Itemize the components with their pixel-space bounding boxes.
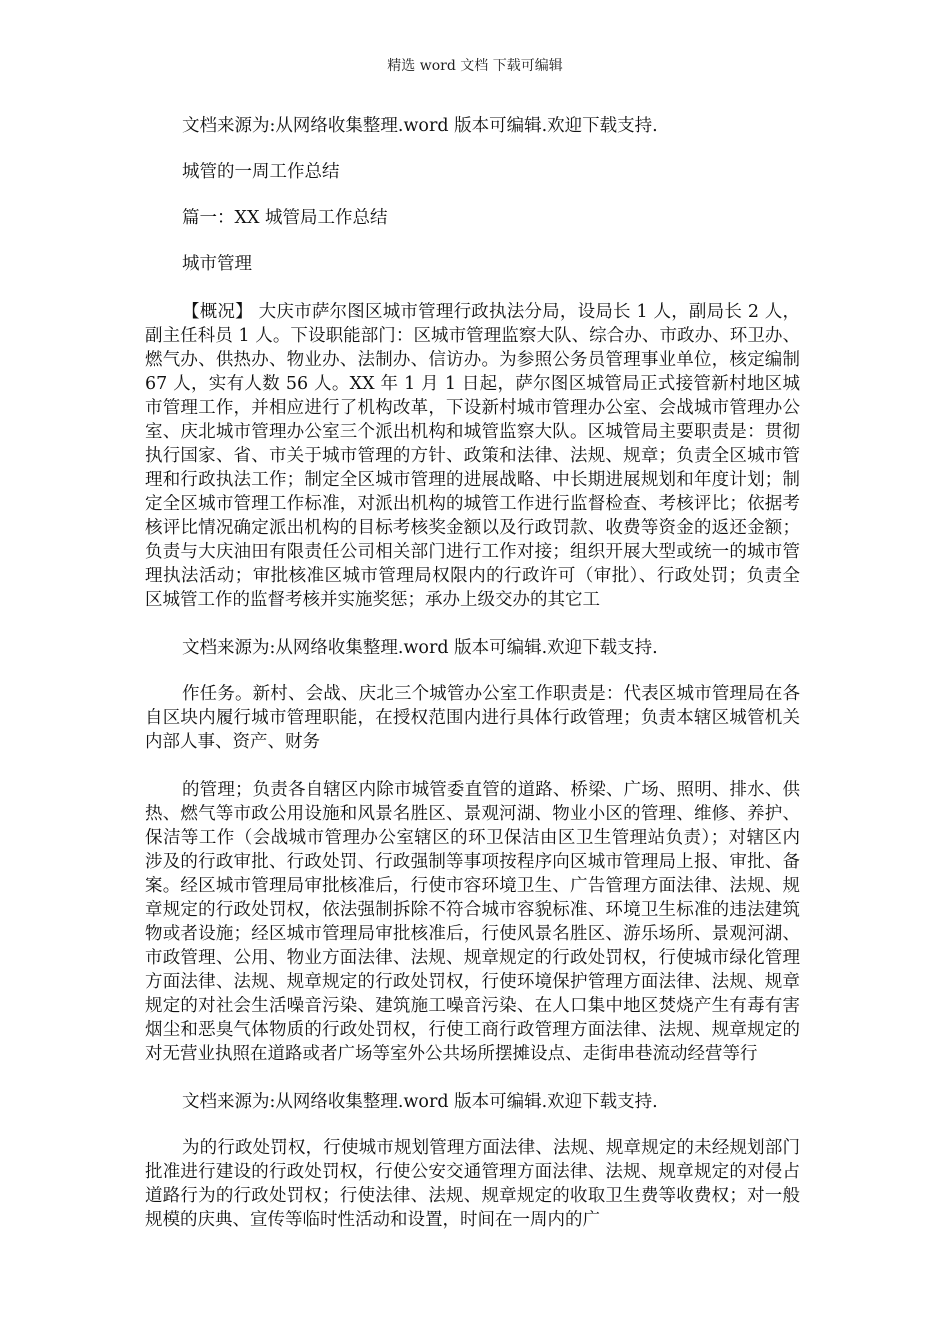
source-note: 文档来源为:从网络收集整理.word 版本可编辑.欢迎下载支持.: [182, 1092, 658, 1112]
overview-paragraph: 【概况】 大庆市萨尔图区城市管理行政执法分局，设局长 1 人，副局长 2 人，副主任科员 1 人。下设职能部门：区城市管理监察大队、综合办、市政办、环卫办、燃气办、供热办、物业办、法制办、信访办。为参照公务员管理事业单位，核定编制 67 人，实有人数 56 人。XX 年 1 月 1 日起，萨尔图区城管局正式接管新村地区城市管理工作，并相应进行了机构改革，下设新村城市管理办公室、会战城市管理办公室、庆北城市管理办公室三个派出机构和城管监察大队。区城管局主要职责是：贯彻执行国家、省、市关于城市管理的方针、政策和法律、法规、规章；负责全区城市管理和行政执法工作；制定全区城市管理的进展战略、中长期进展规划和年度计划；制定全区城市管理工作标准，对派出机构的城管工作进行监督检查、考核评比；依据考核评比情况确定派出机构的目标考核奖金额以及行政罚款、收费等资金的返还金额；负责与大庆油田有限责任公司相关部门进行工作对接；组织开展大型或统一的城市管理执法活动；审批核准区城市管理局权限内的行政许可（审批）、行政处罚；负责全区城管工作的监督考核并实施奖惩；承办上级交办的其它工: [145, 302, 800, 610]
body-paragraph: 的管理；负责各自辖区内除市城管委直管的道路、桥梁、广场、照明、排水、供热、燃气等市政公用设施和风景名胜区、景观河湖、物业小区的管理、维修、养护、保洁等工作（会战城市管理办公室辖区的环卫保洁由区卫生管理站负责）；对辖区内涉及的行政审批、行政处罚、行政强制等事项按程序向区城市管理局上报、审批、备案。经区城市管理局审批核准后，行使市容环境卫生、广告管理方面法律、法规、规章规定的行政处罚权，依法强制拆除不符合城市容貌标准、环境卫生标准的违法建筑物或者设施；经区城市管理局审批核准后，行使风景名胜区、游乐场所、景观河湖、市政管理、公用、物业方面法律、法规、规章规定的行政处罚权，行使城市绿化管理方面法律、法规、规章规定的行政处罚权，行使环境保护管理方面法律、法规、规章规定的对社会生活噪音污染、建筑施工噪音污染、在人口集中地区焚烧产生有毒有害烟尘和恶臭气体物质的行政处罚权，行使工商行政管理方面法律、法规、规章规定的对无营业执照在道路或者广场等室外公共场所摆摊设点、走街串巷流动经营等行: [145, 780, 800, 1064]
source-note: 文档来源为:从网络收集整理.word 版本可编辑.欢迎下载支持.: [182, 116, 658, 136]
body-paragraph: 作任务。新村、会战、庆北三个城管办公室工作职责是：代表区城市管理局在各自区块内履行城市管理职能，在授权范围内进行具体行政管理；负责本辖区城管机关内部人事、资产、财务: [145, 684, 800, 752]
document-body: [145, 114, 800, 1232]
section-heading: 篇一：XX 城管局工作总结: [182, 208, 388, 228]
page-header: 精选 word 文档 下载可编辑: [387, 58, 563, 74]
source-note: 文档来源为:从网络收集整理.word 版本可编辑.欢迎下载支持.: [182, 638, 658, 658]
subsection-heading: 城市管理: [182, 254, 252, 274]
document-title: 城管的一周工作总结: [182, 162, 340, 182]
body-paragraph: 为的行政处罚权，行使城市规划管理方面法律、法规、规章规定的未经规划部门批准进行建设的行政处罚权，行使公安交通管理方面法律、法规、规章规定的对侵占道路行为的行政处罚权；行使法律、法规、规章规定的收取卫生费等收费权；对一般规模的庆典、宣传等临时性活动和设置，时间在一周内的广: [145, 1138, 800, 1230]
